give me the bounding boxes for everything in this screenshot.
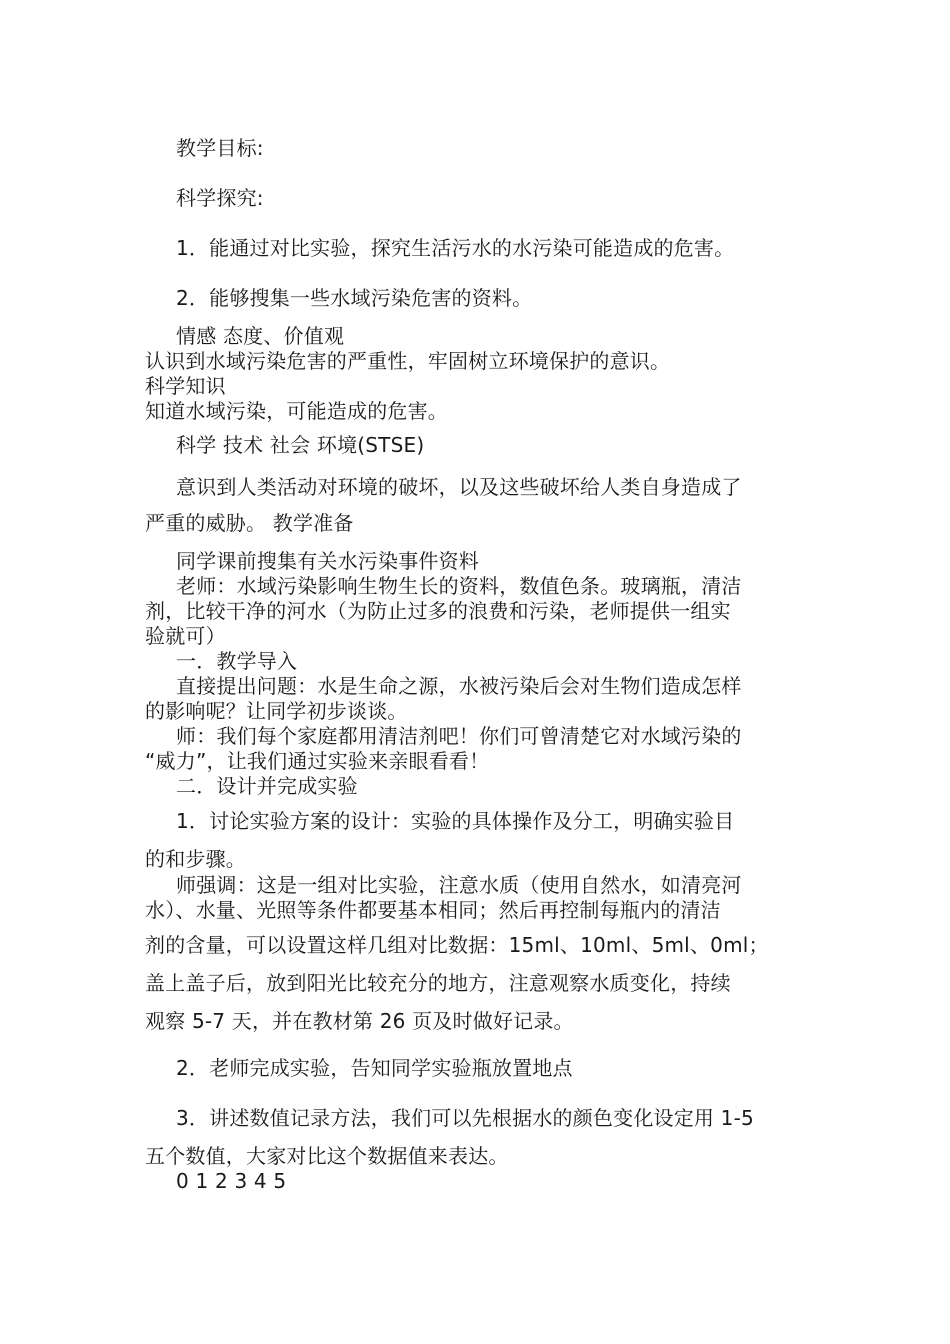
paragraph-line: 认识到水域污染危害的严重性，牢固树立环境保护的意识。 [145, 349, 671, 373]
heading-science-inquiry: 科学探究: [176, 186, 264, 210]
paragraph-line: 的影响呢？让同学初步谈谈。 [145, 699, 408, 723]
paragraph-line: 师：我们每个家庭都用清洁剂吧！你们可曾清楚它对水域污染的 [176, 724, 742, 748]
paragraph-line: 2．老师完成实验，告知同学实验瓶放置地点 [176, 1056, 573, 1080]
goal-item-2: 2．能够搜集一些水域污染危害的资料。 [176, 286, 533, 310]
paragraph-line: “威力”，让我们通过实验来亲眼看看！ [145, 749, 490, 773]
paragraph-line: 剂，比较干净的河水（为防止过多的浪费和污染，老师提供一组实 [145, 599, 731, 623]
paragraph-line: 老师：水域污染影响生物生长的资料，数值色条。玻璃瓶，清洁 [176, 574, 742, 598]
heading-stse: 科学 技术 社会 环境(STSE) [176, 433, 425, 457]
value-scale: 0 1 2 3 4 5 [176, 1169, 287, 1193]
paragraph-line: 水）、水量、光照等条件都要基本相同；然后再控制每瓶内的清洁 [145, 898, 721, 922]
paragraph-line: 盖上盖子后，放到阳光比较充分的地方，注意观察水质变化，持续 [145, 971, 731, 995]
heading-science-knowledge: 科学知识 [145, 374, 226, 398]
paragraph-line: 验就可） [145, 624, 226, 648]
paragraph-line: 1．讨论实验方案的设计：实验的具体操作及分工，明确实验目 [176, 809, 735, 833]
paragraph-line: 剂的含量，可以设置这样几组对比数据：15ml、10ml、5ml、0ml； [145, 933, 769, 957]
paragraph-line: 直接提出问题：水是生命之源，水被污染后会对生物们造成怎样 [176, 674, 742, 698]
paragraph-line: 同学课前搜集有关水污染事件资料 [176, 549, 479, 573]
heading-teaching-goals: 教学目标: [176, 136, 264, 160]
paragraph-line: 五个数值，大家对比这个数据值来表达。 [145, 1144, 509, 1168]
heading-section-1: 一．教学导入 [176, 649, 298, 673]
heading-section-2: 二．设计并完成实验 [176, 774, 358, 798]
goal-item-1: 1．能通过对比实验，探究生活污水的水污染可能造成的危害。 [176, 236, 735, 260]
paragraph-line: 意识到人类活动对环境的破坏，以及这些破坏给人类自身造成了 [176, 475, 742, 499]
paragraph-line: 知道水域污染，可能造成的危害。 [145, 399, 448, 423]
paragraph-line: 的和步骤。 [145, 847, 246, 871]
paragraph-line: 3．讲述数值记录方法，我们可以先根据水的颜色变化设定用 1-5 [176, 1106, 754, 1130]
paragraph-line: 严重的威胁。 教学准备 [145, 511, 354, 535]
heading-emotion-attitude: 情感 态度、价值观 [176, 324, 345, 348]
paragraph-line: 师强调：这是一组对比实验，注意水质（使用自然水，如清亮河 [176, 873, 742, 897]
paragraph-line: 观察 5-7 天，并在教材第 26 页及时做好记录。 [145, 1009, 574, 1033]
